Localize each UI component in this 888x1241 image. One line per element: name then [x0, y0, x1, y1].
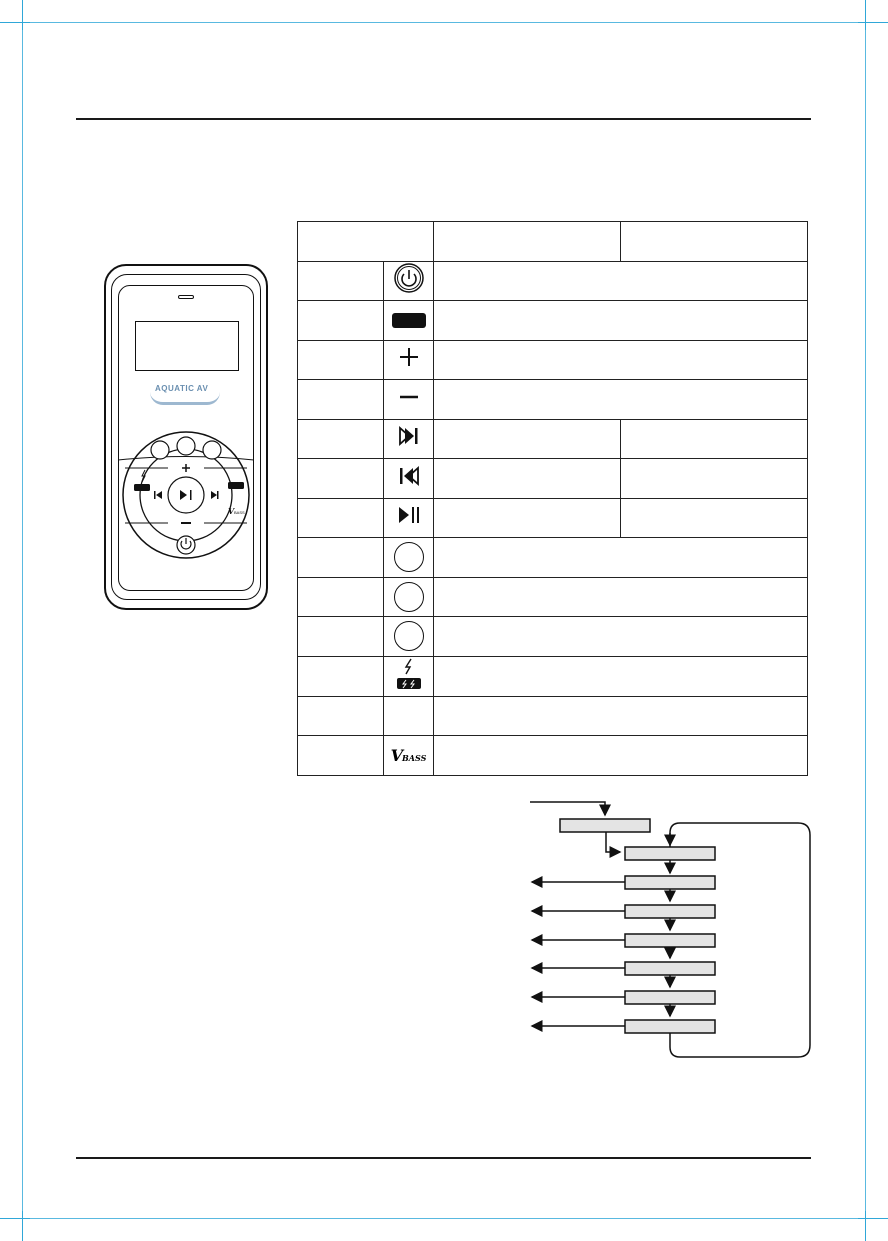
table-row: [298, 261, 808, 301]
remote-keypad: [118, 425, 254, 565]
table-header-cell: [621, 222, 808, 262]
table-icon-cell: [384, 617, 434, 657]
table-cell: [434, 736, 808, 776]
table-cell: [434, 498, 621, 538]
crop-border-top: [30, 22, 858, 23]
crop-mark: [0, 1218, 30, 1219]
mode-button-icon: [392, 313, 426, 328]
table-cell: [434, 261, 808, 301]
table-row: [298, 340, 808, 380]
crop-mark: [22, 1211, 23, 1241]
table-cell: [298, 340, 384, 380]
table-icon-cell: [384, 301, 434, 341]
mode-flow-diagram: [520, 795, 820, 1065]
remote-circle-button: [203, 441, 221, 459]
table-header-cell: [434, 222, 621, 262]
table-row: [298, 577, 808, 617]
vbass-icon: VBASS: [390, 745, 427, 765]
crop-mark: [0, 22, 30, 23]
table-header-row: [298, 222, 808, 262]
plus-icon: [398, 346, 420, 368]
flow-output-arrows: [532, 882, 625, 1026]
table-row: [298, 656, 808, 696]
table-cell: [298, 696, 384, 736]
svg-text:V: V: [228, 506, 235, 516]
table-row: [298, 301, 808, 341]
flow-box: [625, 1020, 715, 1033]
flow-chain: [625, 847, 715, 1033]
table-icon-cell: [384, 261, 434, 301]
flow-entry-arrow: [530, 802, 605, 815]
table-icon-cell: [384, 498, 434, 538]
circle-button-icon: [394, 621, 424, 651]
table-icon-cell: [384, 577, 434, 617]
table-cell: [434, 656, 808, 696]
table-header-cell: [298, 222, 434, 262]
table-cell: [434, 340, 808, 380]
table-icon-cell: [384, 340, 434, 380]
table-row: [298, 498, 808, 538]
crop-border-left: [22, 30, 23, 1211]
crop-mark: [865, 0, 866, 30]
flow-box-entry: [560, 819, 650, 832]
table-cell: [298, 380, 384, 420]
table-cell: [621, 419, 808, 459]
table-icon-cell: [384, 736, 434, 776]
svg-text:BASS: BASS: [234, 510, 245, 515]
table-cell: [298, 498, 384, 538]
table-cell: [434, 380, 808, 420]
crop-mark: [22, 0, 23, 30]
flow-box: [625, 962, 715, 975]
table-row: [298, 538, 808, 578]
table-cell: [298, 301, 384, 341]
crop-mark: [865, 1211, 866, 1241]
table-cell: [298, 538, 384, 578]
crop-mark: [858, 1218, 888, 1219]
table-cell: [434, 419, 621, 459]
table-cell: [434, 301, 808, 341]
previous-track-icon: [397, 465, 421, 487]
crop-mark: [858, 22, 888, 23]
table-cell: [298, 261, 384, 301]
flow-box: [625, 991, 715, 1004]
circle-button-icon: [394, 542, 424, 572]
function-table: [297, 221, 808, 776]
table-cell: [434, 538, 808, 578]
table-cell: [621, 498, 808, 538]
table-cell: [298, 656, 384, 696]
table-cell: [434, 696, 808, 736]
remote-circle-button: [177, 437, 195, 455]
table-cell: [298, 459, 384, 499]
crop-border-bottom: [30, 1218, 858, 1219]
table-cell: [621, 459, 808, 499]
table-icon-cell: [384, 538, 434, 578]
table-cell: [434, 577, 808, 617]
table-row: [298, 380, 808, 420]
table-cell: [298, 736, 384, 776]
next-track-icon: [397, 425, 421, 447]
flow-box: [625, 934, 715, 947]
crop-border-right: [865, 30, 866, 1211]
footer-rule: [76, 1157, 811, 1159]
table-row: [298, 736, 808, 776]
flow-box: [625, 905, 715, 918]
header-rule: [76, 118, 811, 120]
table-row: [298, 419, 808, 459]
table-icon-cell: [384, 696, 434, 736]
table-cell: [298, 419, 384, 459]
power-icon: [393, 262, 425, 294]
minus-icon: [398, 386, 420, 408]
remote-circle-button: [151, 441, 169, 459]
flow-box: [625, 847, 715, 860]
flow-connector: [606, 832, 620, 852]
table-icon-cell: [384, 380, 434, 420]
flow-box: [625, 876, 715, 889]
table-cell: [434, 617, 808, 657]
play-pause-icon: [396, 504, 422, 526]
circle-button-icon: [394, 582, 424, 612]
remote-logo-swoosh: [150, 392, 220, 405]
table-icon-cell: [384, 459, 434, 499]
bolt-mode-icon: [394, 657, 424, 691]
table-row: [298, 459, 808, 499]
remote-display: [135, 321, 239, 371]
table-row: [298, 617, 808, 657]
table-icon-cell: [384, 656, 434, 696]
remote-brand-logo: AQUATIC AV: [155, 384, 209, 393]
table-cell: [298, 577, 384, 617]
table-icon-cell: [384, 419, 434, 459]
table-cell: [298, 617, 384, 657]
table-cell: [434, 459, 621, 499]
table-row: [298, 696, 808, 736]
remote-led: [178, 295, 194, 299]
